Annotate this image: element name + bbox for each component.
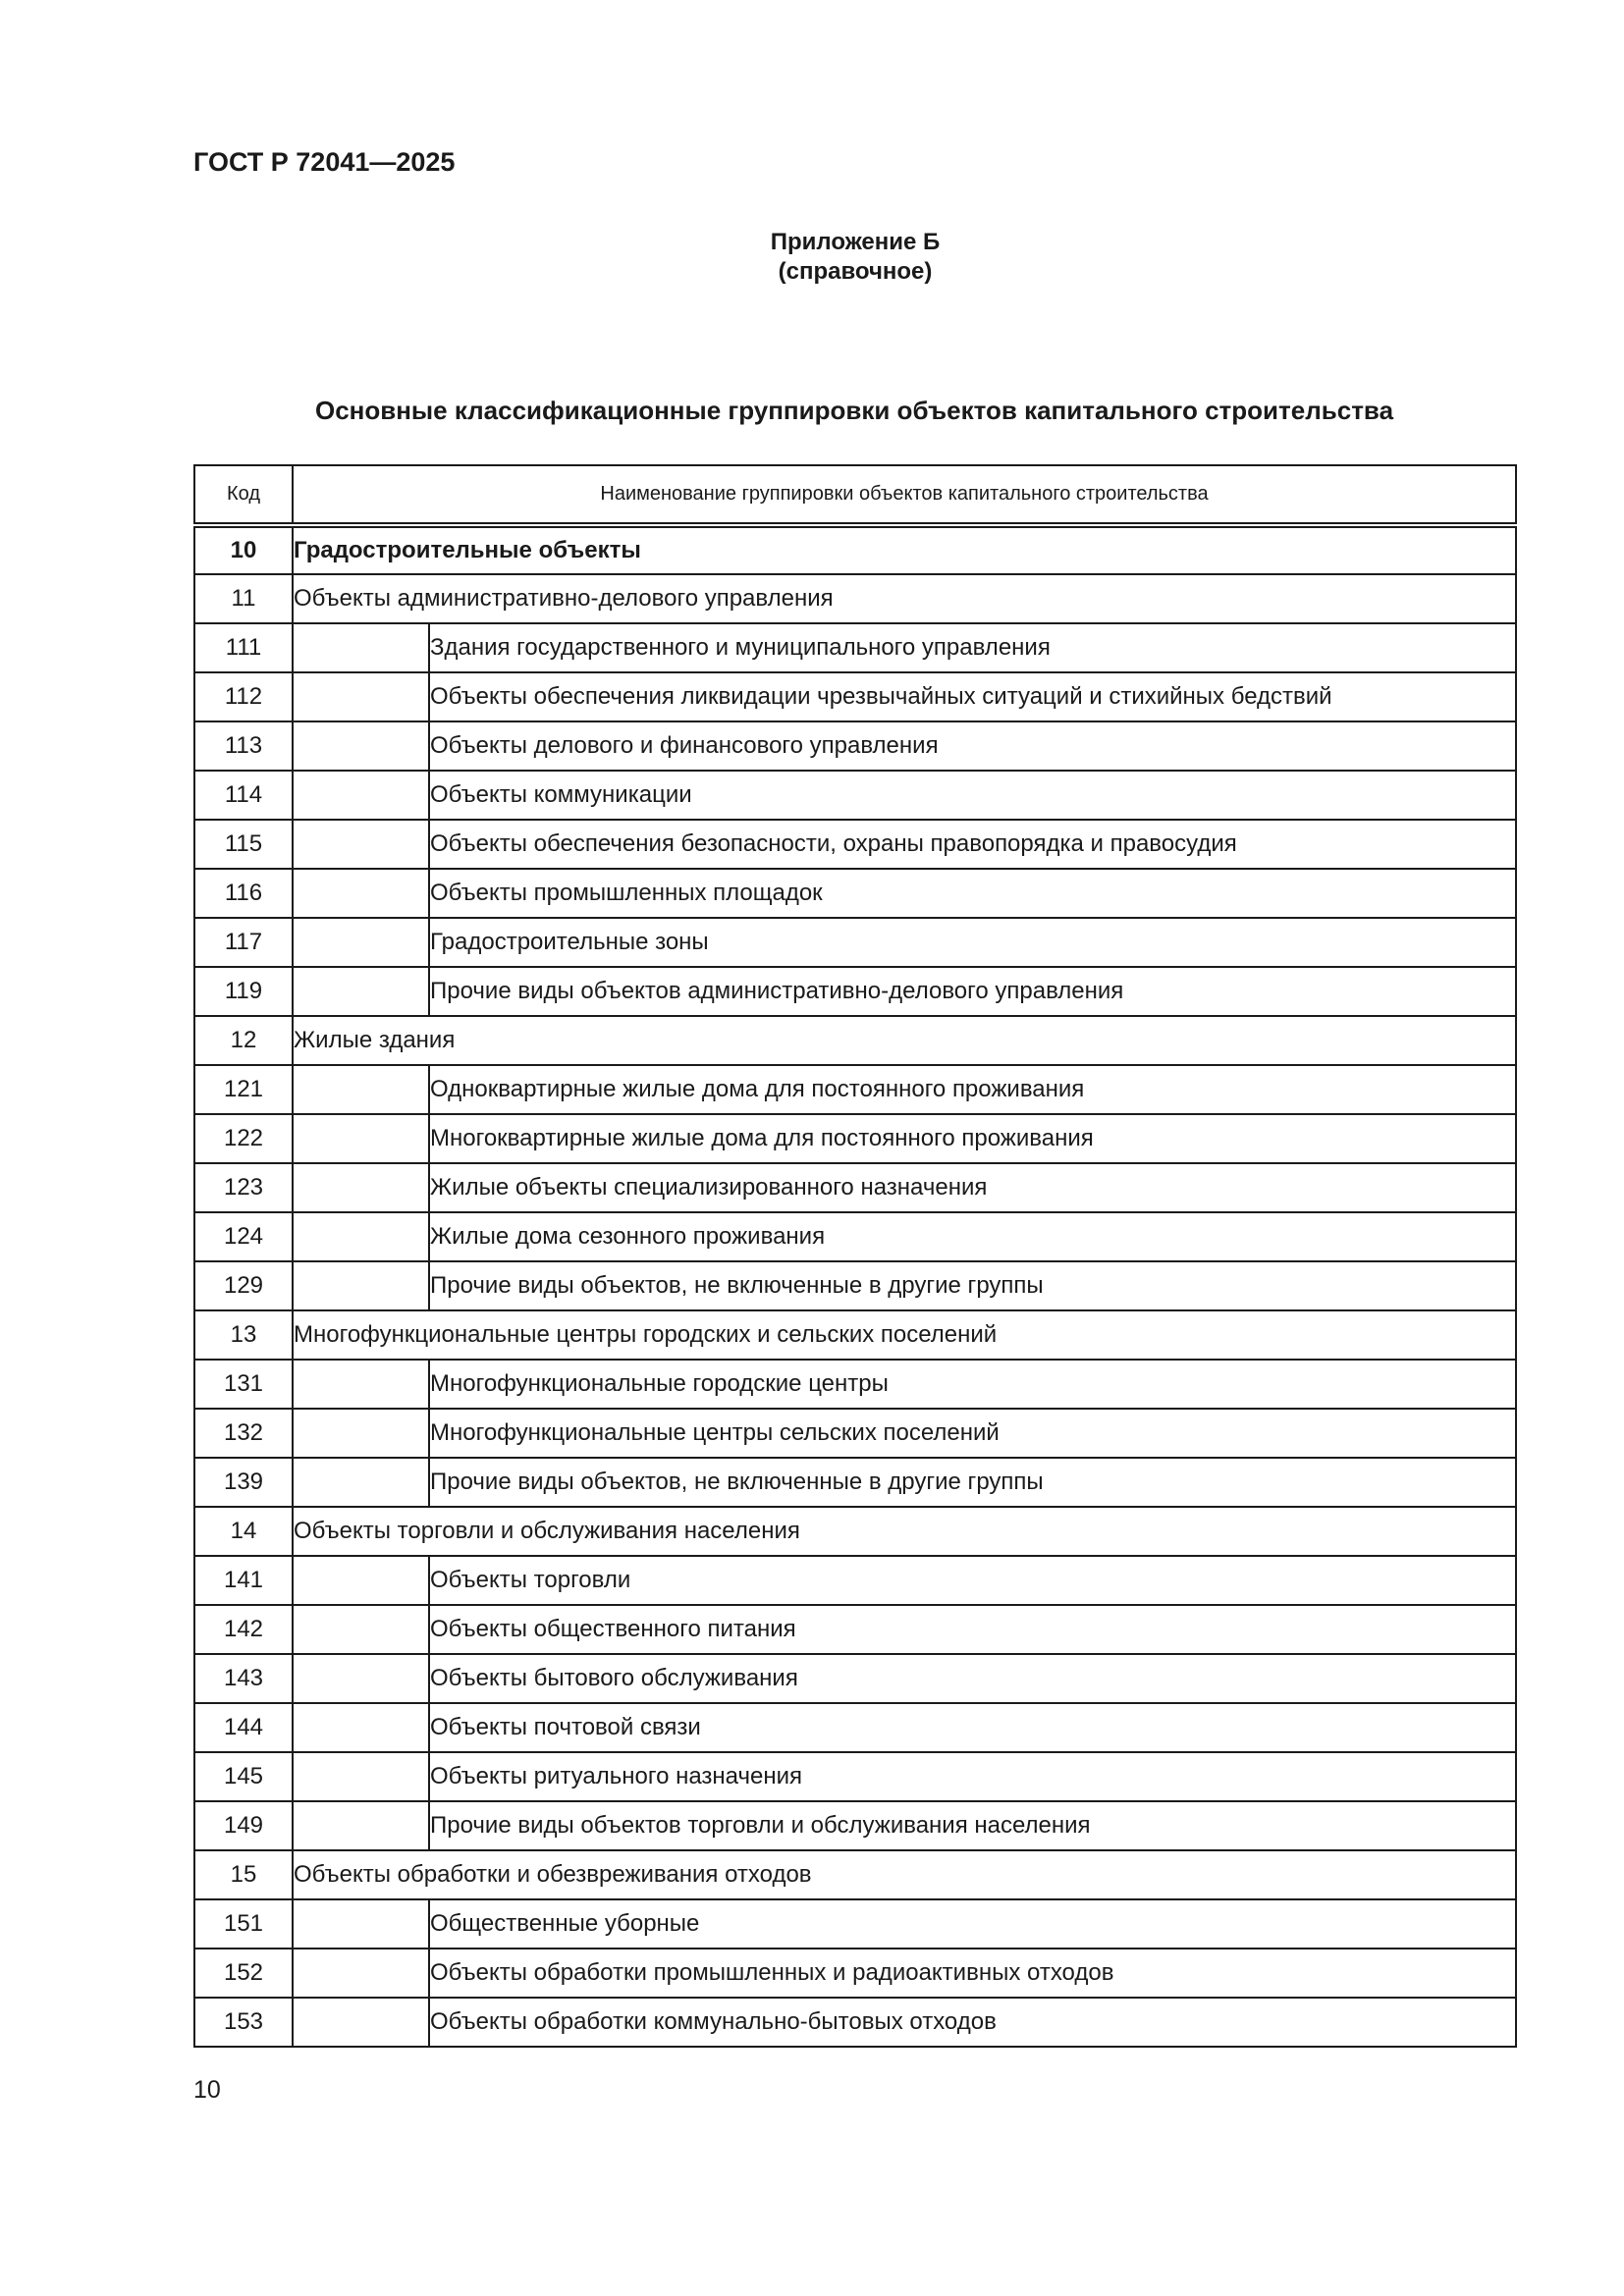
table-row	[194, 1605, 1516, 1654]
row-code: 12	[194, 1016, 293, 1065]
row-name: Многофункциональные центры городских и сельских поселений	[293, 1310, 1516, 1360]
table-row	[194, 1212, 1516, 1261]
column-header-name: Наименование группировки объектов капитального строительства	[293, 465, 1516, 525]
row-indent-cell	[293, 721, 429, 771]
table-row	[194, 1949, 1516, 1998]
row-code: 112	[194, 672, 293, 721]
row-code: 153	[194, 1998, 293, 2047]
row-name: Объекты делового и финансового управления	[429, 721, 1516, 771]
row-name: Объекты обеспечения безопасности, охраны правопорядка и правосудия	[429, 820, 1516, 869]
table-row	[194, 623, 1516, 672]
row-code: 111	[194, 623, 293, 672]
row-code: 129	[194, 1261, 293, 1310]
row-code: 14	[194, 1507, 293, 1556]
row-indent-cell	[293, 1899, 429, 1949]
row-name: Объекты административно-делового управления	[293, 574, 1516, 623]
row-code: 143	[194, 1654, 293, 1703]
row-name: Многофункциональные городские центры	[429, 1360, 1516, 1409]
row-indent-cell	[293, 1065, 429, 1114]
table-row	[194, 1850, 1516, 1899]
row-code: 15	[194, 1850, 293, 1899]
appendix-note: (справочное)	[778, 258, 933, 285]
row-indent-cell	[293, 623, 429, 672]
row-name: Объекты обеспечения ликвидации чрезвычайных ситуаций и стихийных бедствий	[429, 672, 1516, 721]
table-row	[194, 1458, 1516, 1507]
row-name: Объекты обработки коммунально-бытовых отходов	[429, 1998, 1516, 2047]
row-name: Объекты почтовой связи	[429, 1703, 1516, 1752]
table-row	[194, 771, 1516, 820]
row-code: 119	[194, 967, 293, 1016]
row-name: Прочие виды объектов, не включенные в другие группы	[429, 1458, 1516, 1507]
row-indent-cell	[293, 967, 429, 1016]
table-row	[194, 1261, 1516, 1310]
row-name: Объекты коммуникации	[429, 771, 1516, 820]
row-code: 121	[194, 1065, 293, 1114]
row-code: 132	[194, 1409, 293, 1458]
row-code: 11	[194, 574, 293, 623]
row-indent-cell	[293, 820, 429, 869]
table-row	[194, 967, 1516, 1016]
row-code: 115	[194, 820, 293, 869]
row-code: 123	[194, 1163, 293, 1212]
table-row	[194, 1801, 1516, 1850]
row-code: 113	[194, 721, 293, 771]
row-name: Одноквартирные жилые дома для постоянного проживания	[429, 1065, 1516, 1114]
row-name: Прочие виды объектов административно-делового управления	[429, 967, 1516, 1016]
table-row	[194, 525, 1516, 574]
row-indent-cell	[293, 1605, 429, 1654]
classification-table	[193, 464, 1517, 2048]
row-indent-cell	[293, 869, 429, 918]
table-row	[194, 1360, 1516, 1409]
table-header-row	[194, 465, 1516, 525]
row-indent-cell	[293, 1261, 429, 1310]
table-row	[194, 721, 1516, 771]
row-code: 13	[194, 1310, 293, 1360]
row-name: Объекты общественного питания	[429, 1605, 1516, 1654]
row-code: 122	[194, 1114, 293, 1163]
row-name: Многофункциональные центры сельских поселений	[429, 1409, 1516, 1458]
table-row	[194, 1556, 1516, 1605]
table-row	[194, 869, 1516, 918]
table-row	[194, 1065, 1516, 1114]
appendix-title: Приложение Б	[770, 229, 941, 255]
table-row	[194, 1654, 1516, 1703]
table-row	[194, 1163, 1516, 1212]
row-indent-cell	[293, 1801, 429, 1850]
row-indent-cell	[293, 1409, 429, 1458]
row-code: 10	[194, 525, 293, 574]
row-name: Общественные уборные	[429, 1899, 1516, 1949]
row-name: Объекты бытового обслуживания	[429, 1654, 1516, 1703]
table-row	[194, 1114, 1516, 1163]
row-name: Прочие виды объектов торговли и обслуживания населения	[429, 1801, 1516, 1850]
appendix-heading	[0, 228, 1624, 287]
row-name: Жилые здания	[293, 1016, 1516, 1065]
row-name: Объекты торговли и обслуживания населения	[293, 1507, 1516, 1556]
row-indent-cell	[293, 918, 429, 967]
row-indent-cell	[293, 1212, 429, 1261]
row-name: Многоквартирные жилые дома для постоянного проживания	[429, 1114, 1516, 1163]
row-name: Объекты ритуального назначения	[429, 1752, 1516, 1801]
row-code: 116	[194, 869, 293, 918]
row-indent-cell	[293, 1654, 429, 1703]
row-indent-cell	[293, 1998, 429, 2047]
row-name: Объекты обработки и обезвреживания отходов	[293, 1850, 1516, 1899]
table-row	[194, 1703, 1516, 1752]
row-code: 141	[194, 1556, 293, 1605]
row-name: Жилые дома сезонного проживания	[429, 1212, 1516, 1261]
table-row	[194, 1409, 1516, 1458]
row-indent-cell	[293, 1163, 429, 1212]
row-indent-cell	[293, 1949, 429, 1998]
row-indent-cell	[293, 1556, 429, 1605]
standard-designation: ГОСТ Р 72041—2025	[193, 147, 456, 177]
row-name: Градостроительные объекты	[293, 525, 1516, 574]
row-name: Прочие виды объектов, не включенные в другие группы	[429, 1261, 1516, 1310]
row-name: Объекты торговли	[429, 1556, 1516, 1605]
row-indent-cell	[293, 1703, 429, 1752]
table-row	[194, 1899, 1516, 1949]
row-code: 139	[194, 1458, 293, 1507]
table-row	[194, 672, 1516, 721]
row-code: 131	[194, 1360, 293, 1409]
row-indent-cell	[293, 771, 429, 820]
table-row	[194, 820, 1516, 869]
table-row	[194, 574, 1516, 623]
row-code: 142	[194, 1605, 293, 1654]
table-row	[194, 1016, 1516, 1065]
row-code: 144	[194, 1703, 293, 1752]
row-indent-cell	[293, 672, 429, 721]
row-code: 145	[194, 1752, 293, 1801]
row-code: 151	[194, 1899, 293, 1949]
row-code: 152	[194, 1949, 293, 1998]
table-row	[194, 918, 1516, 967]
row-code: 149	[194, 1801, 293, 1850]
row-name: Объекты промышленных площадок	[429, 869, 1516, 918]
table-row	[194, 1310, 1516, 1360]
row-name: Жилые объекты специализированного назначения	[429, 1163, 1516, 1212]
table-title: Основные классификационные группировки объектов капитального строительства	[314, 396, 1394, 425]
row-code: 124	[194, 1212, 293, 1261]
table-row	[194, 1507, 1516, 1556]
page-number: 10	[193, 2076, 221, 2104]
table-row	[194, 1752, 1516, 1801]
row-code: 114	[194, 771, 293, 820]
row-name: Объекты обработки промышленных и радиоактивных отходов	[429, 1949, 1516, 1998]
row-indent-cell	[293, 1114, 429, 1163]
row-name: Здания государственного и муниципального управления	[429, 623, 1516, 672]
row-indent-cell	[293, 1360, 429, 1409]
table-body	[194, 525, 1516, 2047]
column-header-code: Код	[194, 465, 293, 525]
row-indent-cell	[293, 1458, 429, 1507]
row-code: 117	[194, 918, 293, 967]
row-indent-cell	[293, 1752, 429, 1801]
row-name: Градостроительные зоны	[429, 918, 1516, 967]
table-row	[194, 1998, 1516, 2047]
